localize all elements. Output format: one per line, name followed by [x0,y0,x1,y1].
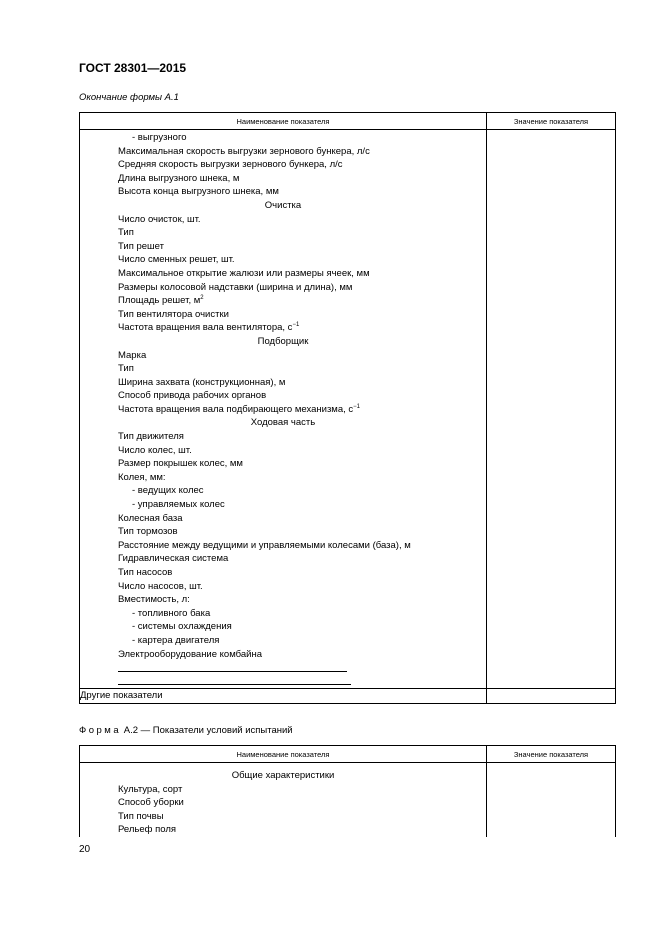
indicator-row [80,593,486,607]
indicator-label: Тип движителя [118,431,184,443]
indicator-label: Тип [118,227,134,239]
value-column-cell [487,689,616,704]
section-heading [80,335,486,349]
column-header-value: Значение показателя [487,113,616,130]
indicator-label: Подборщик [257,335,309,347]
indicator-row [80,783,486,797]
form-word: Форма [79,725,122,736]
form-a2-title [79,725,293,736]
indicator-row [80,376,486,390]
indicator-row [80,185,486,199]
indicator-row [80,525,486,539]
indicator-label: Число сменных решет, шт. [118,254,235,266]
indicator-row [80,796,486,810]
indicator-label: Максимальная скорость выгрузки зернового бункера, л/с [118,145,370,157]
indicator-label: - ведущих колес [132,485,204,497]
indicator-label: Число колес, шт. [118,444,192,456]
indicator-row [80,226,486,240]
form-a1-table [79,112,616,704]
indicator-row [80,267,486,281]
indicator-label: Очистка [264,199,302,211]
column-header-name: Наименование показателя [80,113,487,130]
form-a2-title-text: А.2 — Показатели условий испытаний [121,725,293,736]
indicator-label: Размеры колосовой надставки (ширина и длина), мм [118,281,353,293]
indicator-label: Ходовая часть [250,417,316,429]
indicator-label: Размер покрышек колес, мм [118,458,243,470]
indicator-row [80,158,486,172]
indicator-label: Число очисток, шт. [118,213,201,225]
indicator-label: - топливного бака [132,607,211,619]
value-column-cell [487,130,616,689]
indicator-label: Способ привода рабочих органов [118,390,267,402]
form-a1-caption: Окончание формы А.1 [79,92,179,103]
indicator-label: - управляемых колес [132,499,225,511]
indicator-label: Тип вентилятора очистки [118,308,229,320]
table-body-row [80,763,616,837]
indicator-label: Площадь решет, м [118,295,201,307]
indicator-label: Тип решет [118,240,164,252]
indicator-row [80,172,486,186]
other-indicators-label: Другие показатели [80,689,487,704]
indicator-label: - системы охлаждения [132,621,232,633]
indicator-row [80,648,486,662]
name-column-cell [80,130,487,689]
unit-exponent: −1 [353,403,360,410]
indicator-row [80,281,486,295]
indicator-row [80,580,486,594]
indicator-list [80,763,486,837]
indicator-row [80,457,486,471]
unit-exponent: −1 [292,322,300,329]
indicator-row [80,349,486,363]
indicator-label: Способ уборки [118,797,184,809]
indicator-row [80,240,486,254]
form-a2-table [79,745,616,837]
indicator-label: Гидравлическая система [118,553,229,565]
indicator-label: Тип насосов [118,567,173,578]
indicator-label: Вместимость, л: [118,594,190,606]
unit-exponent: 2 [200,295,204,302]
indicator-row [80,253,486,267]
indicator-row [80,498,486,512]
indicator-label: Рельеф поля [118,824,177,836]
indicator-row [80,308,486,322]
indicator-label: Расстояние между ведущими и управляемыми колесами (база), м [118,539,411,551]
indicator-row [80,539,486,553]
indicator-row [80,512,486,526]
indicator-label: Высота конца выгрузного шнека, мм [118,186,279,198]
indicator-label: Колея, мм: [118,471,166,483]
table-body-row [80,130,616,689]
indicator-label: Тип почвы [118,810,164,822]
indicator-row [80,823,486,837]
column-header-value: Значение показателя [487,746,616,763]
indicator-row [80,131,486,145]
indicator-label: Тип [118,363,134,375]
indicator-row [80,403,486,417]
indicator-row [80,484,486,498]
indicator-row [80,810,486,824]
indicator-label: Число насосов, шт. [118,580,203,592]
indicator-row [80,321,486,335]
indicator-row [80,634,486,648]
document-code: ГОСТ 28301—2015 [79,61,187,75]
indicator-label: - картера двигателя [132,634,220,646]
indicator-row [80,471,486,485]
indicator-row [80,444,486,458]
indicator-label: Тип тормозов [118,526,178,538]
indicator-list [80,130,486,661]
indicator-row [80,389,486,403]
indicator-label: Электрооборудование комбайна [118,648,262,660]
indicator-label: Длина выгрузного шнека, м [118,172,240,184]
section-heading [80,769,486,783]
value-column-cell [487,763,616,837]
indicator-row [80,213,486,227]
name-column-cell [80,763,487,837]
indicator-label: - выгрузного [132,132,187,143]
indicator-row [80,430,486,444]
blank-line [80,675,486,689]
indicator-label: Ширина захвата (конструкционная), м [118,376,286,388]
indicator-label: Максимальное открытие жалюзи или размеры ячеек, мм [118,267,370,279]
indicator-label: Частота вращения вала подбирающего механизма, с [118,403,354,415]
indicator-label: Культура, сорт [118,783,183,795]
indicator-row [80,294,486,308]
indicator-row [80,145,486,159]
table-header-row [80,746,616,763]
table-header-row [80,113,616,130]
section-heading [80,199,486,213]
indicator-label: Колесная база [118,512,183,524]
indicator-row [80,362,486,376]
blank-line [80,661,486,675]
table-footer-row [80,689,616,704]
indicator-label: Общие характеристики [231,770,335,781]
indicator-row [80,607,486,621]
indicator-row [80,552,486,566]
indicator-label: Марка [118,349,147,361]
indicator-label: Частота вращения вала вентилятора, с [118,322,293,334]
indicator-label: Средняя скорость выгрузки зернового бункера, л/с [118,159,343,171]
indicator-row [80,566,486,580]
column-header-name: Наименование показателя [80,746,487,763]
section-heading [80,416,486,430]
indicator-row [80,620,486,634]
page-number: 20 [79,844,91,855]
